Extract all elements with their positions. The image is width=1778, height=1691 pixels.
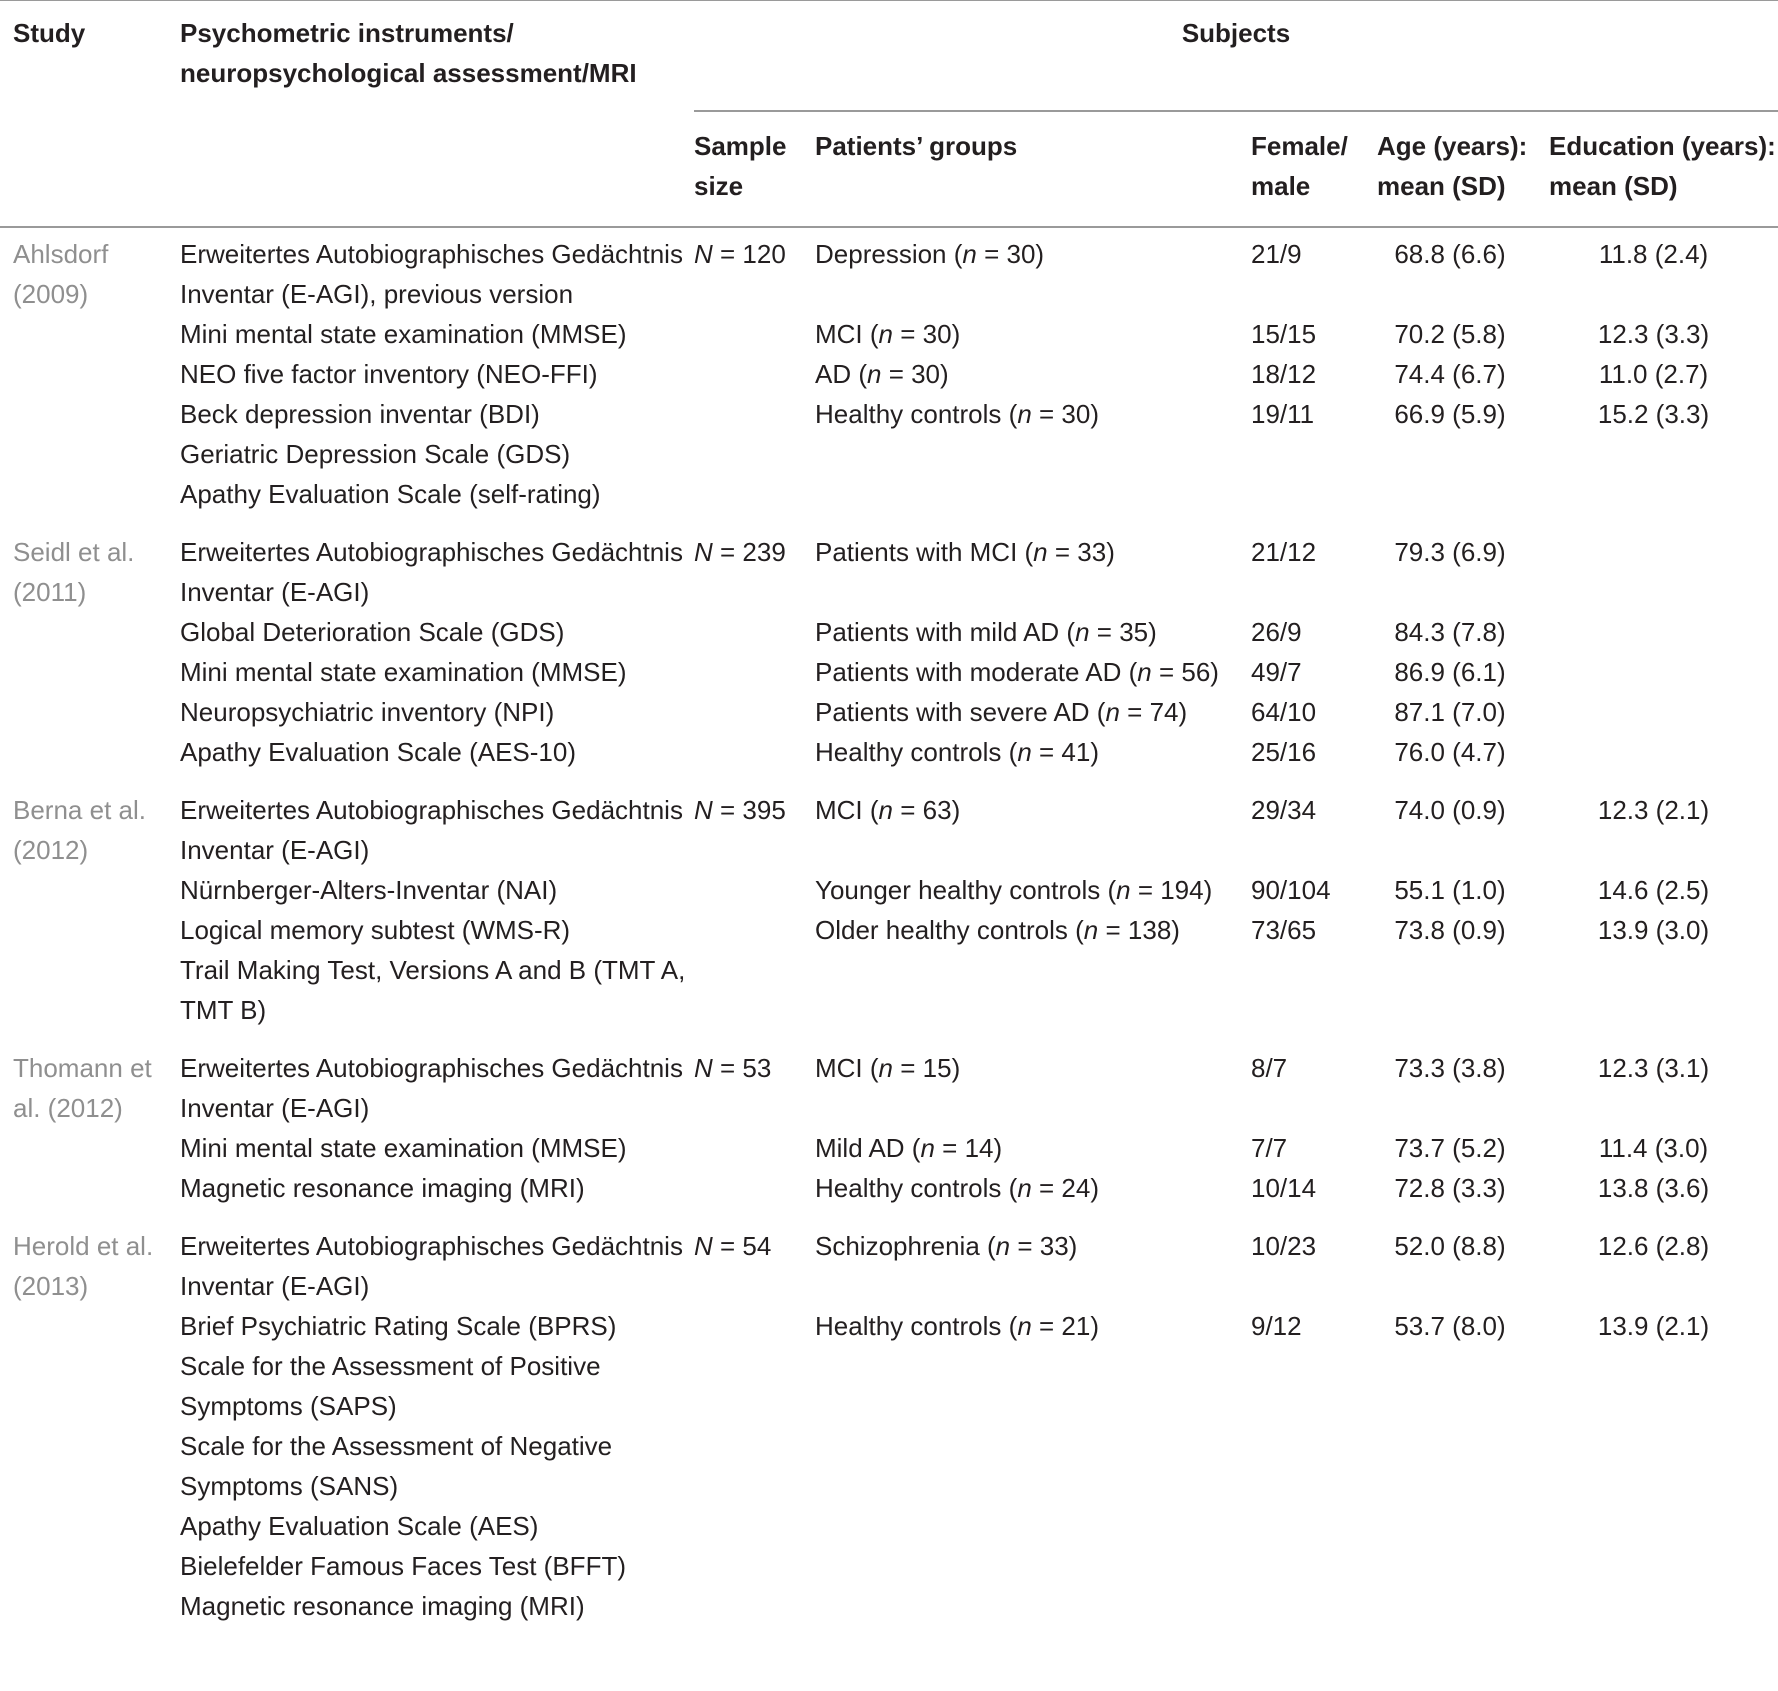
table-row bbox=[0, 1220, 1778, 1306]
study-name: Ahlsdorf (2009) bbox=[13, 239, 109, 309]
female-male-value: 10/23 bbox=[1251, 1231, 1317, 1261]
age-value: 53.7 (8.0) bbox=[1394, 1311, 1506, 1341]
sample-size: N = 395 bbox=[694, 795, 786, 825]
patient-group: Healthy controls (n = 21) bbox=[815, 1311, 1099, 1341]
patient-group: AD (n = 30) bbox=[815, 359, 949, 389]
instrument-item: Mini mental state examination (MMSE) bbox=[180, 657, 627, 687]
patient-group: MCI (n = 63) bbox=[815, 795, 961, 825]
age-value: 76.0 (4.7) bbox=[1394, 737, 1506, 767]
age-value: 74.0 (0.9) bbox=[1394, 795, 1506, 825]
education-value: 13.9 (2.1) bbox=[1597, 1311, 1710, 1341]
table-row bbox=[0, 612, 1778, 652]
patient-group: Younger healthy controls (n = 194) bbox=[815, 875, 1213, 905]
education-value bbox=[1549, 732, 1778, 772]
age-value: 87.1 (7.0) bbox=[1394, 697, 1506, 727]
table-row bbox=[0, 227, 1778, 314]
study-name: Seidl et al. (2011) bbox=[13, 537, 135, 607]
table-row bbox=[0, 526, 1778, 612]
patient-group: Patients with MCI (n = 33) bbox=[815, 537, 1115, 567]
sample-size: N = 53 bbox=[694, 1053, 772, 1083]
table-row bbox=[0, 950, 1778, 1030]
age-value: 73.3 (3.8) bbox=[1394, 1053, 1506, 1083]
female-male-value: 90/104 bbox=[1251, 875, 1331, 905]
education-value bbox=[1549, 526, 1778, 612]
table-header bbox=[0, 1, 1778, 228]
patient-group: Healthy controls (n = 30) bbox=[815, 399, 1099, 429]
table-row bbox=[0, 1586, 1778, 1626]
header-female-male: Female/ male bbox=[1251, 111, 1377, 227]
education-value bbox=[1549, 612, 1778, 652]
female-male-value: 10/14 bbox=[1251, 1173, 1317, 1203]
age-value: 55.1 (1.0) bbox=[1394, 875, 1506, 905]
age-value: 72.8 (3.3) bbox=[1394, 1173, 1506, 1203]
header-education: Education (years): mean (SD) bbox=[1549, 111, 1778, 227]
education-value: 11.4 (3.0) bbox=[1598, 1133, 1709, 1163]
patient-group: MCI (n = 30) bbox=[815, 319, 961, 349]
instrument-item: Bielefelder Famous Faces Test (BFFT) bbox=[180, 1551, 626, 1581]
header-sample-size: Sample size bbox=[694, 111, 815, 227]
table-row bbox=[0, 1346, 1778, 1426]
table-row bbox=[0, 652, 1778, 692]
age-value: 84.3 (7.8) bbox=[1394, 617, 1506, 647]
instrument-item: Erweitertes Autobiographisches Gedächtnis Inventar (E-AGI), previous version bbox=[180, 239, 683, 309]
table-row bbox=[0, 870, 1778, 910]
header-age: Age (years): mean (SD) bbox=[1377, 111, 1549, 227]
female-male-value: 29/34 bbox=[1251, 795, 1317, 825]
female-male-value: 15/15 bbox=[1251, 319, 1317, 349]
instrument-item: Apathy Evaluation Scale (AES) bbox=[180, 1511, 539, 1541]
patient-group: Healthy controls (n = 24) bbox=[815, 1173, 1099, 1203]
instrument-item: Nürnberger-Alters-Inventar (NAI) bbox=[180, 875, 558, 905]
patient-group: Healthy controls (n = 41) bbox=[815, 737, 1099, 767]
female-male-value: 49/7 bbox=[1251, 657, 1302, 687]
header-subjects: Subjects bbox=[694, 1, 1778, 112]
patient-group: Patients with severe AD (n = 74) bbox=[815, 697, 1188, 727]
female-male-value: 18/12 bbox=[1251, 359, 1317, 389]
table-row bbox=[0, 1426, 1778, 1506]
age-value: 70.2 (5.8) bbox=[1394, 319, 1506, 349]
age-value: 66.9 (5.9) bbox=[1394, 399, 1506, 429]
instrument-item: Apathy Evaluation Scale (self-rating) bbox=[180, 479, 601, 509]
sample-size: N = 54 bbox=[694, 1231, 772, 1261]
education-value: 13.9 (3.0) bbox=[1597, 915, 1710, 945]
female-male-value: 19/11 bbox=[1251, 399, 1315, 429]
patient-group: Schizophrenia (n = 33) bbox=[815, 1231, 1078, 1261]
patient-group: Patients with moderate AD (n = 56) bbox=[815, 657, 1219, 687]
instrument-item: Brief Psychiatric Rating Scale (BPRS) bbox=[180, 1311, 617, 1341]
table-row bbox=[0, 354, 1778, 394]
study-name: Herold et al. (2013) bbox=[13, 1231, 154, 1301]
table-row bbox=[0, 1546, 1778, 1586]
instrument-item: Erweitertes Autobiographisches Gedächtnis Inventar (E-AGI) bbox=[180, 537, 683, 607]
education-value: 13.8 (3.6) bbox=[1597, 1173, 1710, 1203]
table-row bbox=[0, 1128, 1778, 1168]
instrument-item: Beck depression inventar (BDI) bbox=[180, 399, 540, 429]
education-value: 12.6 (2.8) bbox=[1597, 1231, 1710, 1261]
header-study: Study bbox=[13, 18, 86, 48]
table-row bbox=[0, 732, 1778, 772]
education-value bbox=[1549, 692, 1778, 732]
education-value: 15.2 (3.3) bbox=[1597, 399, 1710, 429]
female-male-value: 21/12 bbox=[1251, 537, 1317, 567]
instrument-item: Magnetic resonance imaging (MRI) bbox=[180, 1591, 585, 1621]
table-row bbox=[0, 394, 1778, 434]
patient-group: MCI (n = 15) bbox=[815, 1053, 961, 1083]
instrument-item: Mini mental state examination (MMSE) bbox=[180, 1133, 627, 1163]
female-male-value: 25/16 bbox=[1251, 737, 1317, 767]
patient-group: Mild AD (n = 14) bbox=[815, 1133, 1003, 1163]
header-instruments: Psychometric instruments/ neuropsychological assessment/MRI bbox=[180, 18, 637, 88]
female-male-value: 73/65 bbox=[1251, 915, 1317, 945]
study-name: Berna et al. (2012) bbox=[13, 795, 146, 865]
age-value: 79.3 (6.9) bbox=[1394, 537, 1506, 567]
instrument-item: Global Deterioration Scale (GDS) bbox=[180, 617, 565, 647]
table-row bbox=[0, 1506, 1778, 1546]
table-row bbox=[0, 1042, 1778, 1128]
age-value: 86.9 (6.1) bbox=[1394, 657, 1506, 687]
instrument-item: Logical memory subtest (WMS-R) bbox=[180, 915, 571, 945]
patient-group: Patients with mild AD (n = 35) bbox=[815, 617, 1157, 647]
education-value: 12.3 (3.3) bbox=[1597, 319, 1710, 349]
female-male-value: 9/12 bbox=[1251, 1311, 1302, 1341]
table-row bbox=[0, 1306, 1778, 1346]
instrument-item: Geriatric Depression Scale (GDS) bbox=[180, 439, 571, 469]
instrument-item: Apathy Evaluation Scale (AES-10) bbox=[180, 737, 576, 767]
instrument-item: NEO five factor inventory (NEO-FFI) bbox=[180, 359, 598, 389]
female-male-value: 8/7 bbox=[1251, 1053, 1288, 1083]
instrument-item: Erweitertes Autobiographisches Gedächtnis Inventar (E-AGI) bbox=[180, 1231, 683, 1301]
age-value: 73.7 (5.2) bbox=[1394, 1133, 1506, 1163]
table-row bbox=[0, 784, 1778, 870]
instrument-item: Erweitertes Autobiographisches Gedächtnis Inventar (E-AGI) bbox=[180, 795, 683, 865]
table-body bbox=[0, 227, 1778, 1626]
instrument-item: Mini mental state examination (MMSE) bbox=[180, 319, 627, 349]
education-value: 12.3 (2.1) bbox=[1597, 795, 1710, 825]
table-row bbox=[0, 474, 1778, 514]
age-value: 68.8 (6.6) bbox=[1394, 239, 1506, 269]
sample-size: N = 120 bbox=[694, 239, 786, 269]
instrument-item: Neuropsychiatric inventory (NPI) bbox=[180, 697, 555, 727]
education-value: 11.0 (2.7) bbox=[1598, 359, 1709, 389]
age-value: 73.8 (0.9) bbox=[1394, 915, 1506, 945]
education-value bbox=[1549, 652, 1778, 692]
female-male-value: 21/9 bbox=[1251, 239, 1302, 269]
table-row bbox=[0, 314, 1778, 354]
female-male-value: 64/10 bbox=[1251, 697, 1317, 727]
instrument-item: Scale for the Assessment of Negative Symptoms (SANS) bbox=[180, 1431, 613, 1501]
table-row bbox=[0, 910, 1778, 950]
table-row bbox=[0, 1168, 1778, 1208]
female-male-value: 26/9 bbox=[1251, 617, 1302, 647]
patient-group: Depression (n = 30) bbox=[815, 239, 1045, 269]
study-name: Thomann et al. (2012) bbox=[13, 1053, 152, 1123]
header-patients-groups: Patients’ groups bbox=[815, 111, 1251, 227]
female-male-value: 7/7 bbox=[1251, 1133, 1288, 1163]
instrument-item: Magnetic resonance imaging (MRI) bbox=[180, 1173, 585, 1203]
sample-size: N = 239 bbox=[694, 537, 786, 567]
instrument-item: Erweitertes Autobiographisches Gedächtnis Inventar (E-AGI) bbox=[180, 1053, 683, 1123]
table-row bbox=[0, 434, 1778, 474]
patient-group: Older healthy controls (n = 138) bbox=[815, 915, 1180, 945]
instrument-item: Trail Making Test, Versions A and B (TMT A, TMT B) bbox=[180, 955, 686, 1025]
table-row bbox=[0, 692, 1778, 732]
education-value: 11.8 (2.4) bbox=[1598, 239, 1709, 269]
education-value: 12.3 (3.1) bbox=[1597, 1053, 1710, 1083]
age-value: 52.0 (8.8) bbox=[1394, 1231, 1506, 1261]
age-value: 74.4 (6.7) bbox=[1394, 359, 1506, 389]
education-value: 14.6 (2.5) bbox=[1597, 875, 1710, 905]
instrument-item: Scale for the Assessment of Positive Symptoms (SAPS) bbox=[180, 1351, 601, 1421]
